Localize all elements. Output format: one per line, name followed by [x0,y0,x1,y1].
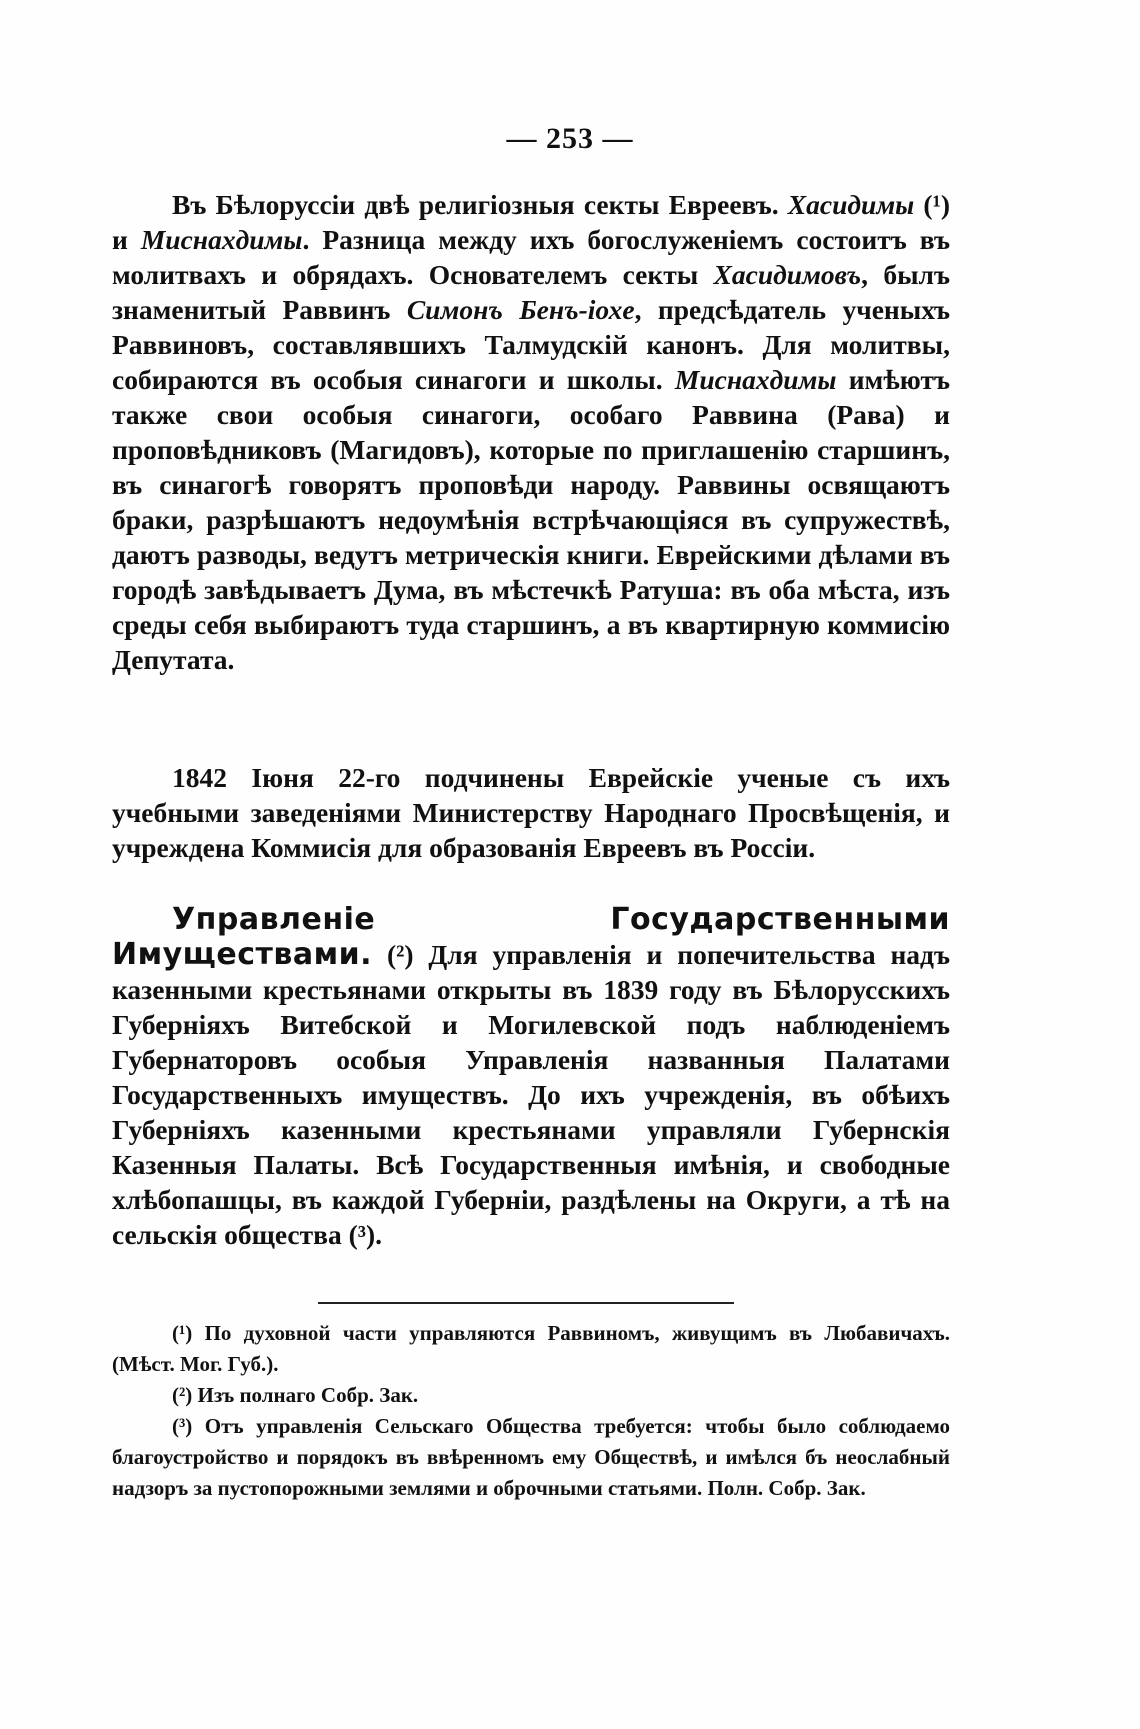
paragraph-text [112,760,950,865]
italic-term: Миснахдимы [674,364,837,395]
paragraph-hasidim [112,187,950,677]
text-run: имѣютъ также свои особыя синагоги, особаго Раввина (Рава) и проповѣдниковъ (Магидовъ), которые по приглашенію старшинъ, въ синагогѣ говорятъ проповѣди народу. Раввины освящаютъ браки, разрѣшаютъ недоумѣнія встрѣчающіяся въ супружествѣ, даютъ разводы, ведутъ метрическія книги. Еврейскими дѣлами въ городѣ завѣдываетъ Дума, въ мѣстечкѣ Ратуша: въ оба мѣста, изъ среды себя выбираютъ туда старшинъ, а въ квартирную коммисію Депутата. [112,364,950,675]
footnote-2 [112,1380,950,1411]
footnote-text: (³) Отъ управленія Сельскаго Общества требуется: чтобы было соблюдаемо благоустройство и порядокъ въ ввѣренномъ ему Обществѣ, и имѣлся бъ неослабный надзоръ за пустопорожными землями и оброчными статьями. Полн. Собр. Зак. [112,1414,950,1500]
text-run: , предсѣдатель ученыхъ Раввиновъ, составлявшихъ Талмудскій канонъ. Для молитвы, собираются въ особыя синагоги и школы. [112,294,950,395]
section-state-property [112,902,950,1252]
text-run: (²) Для управленія и попечительства надъ казенными крестьянами открыты въ 1839 году въ Бѣлорусскихъ Губерніяхъ Витебской и Могилевской подъ наблюденіемъ Губернаторовъ особыя Управленія названныя Палатами Государственныхъ имуществъ. До ихъ учрежденія, въ обѣихъ Губерніяхъ казенными крестьянами управляли Губернскія Казенныя Палаты. Всѣ Государственныя имѣнія, и свободные хлѣбопашцы, въ каждой Губерніи, раздѣлены на Округи, а тѣ на сельскія общества (³). [112,939,950,1250]
paragraph-text [112,187,950,677]
text-run: 1842 Іюня 22-го подчинены Еврейскіе ученые съ ихъ учебными заведеніями Министерству Народнаго Просвѣщенія, и учреждена Коммисія для образованія Евреевъ въ Россіи. [112,762,950,863]
footnote-text: (¹) По духовной части управляются Раввиномъ, живущимъ въ Любавичахъ. (Мѣст. Мог. Губ.). [112,1321,950,1376]
italic-term: Хасидимы [787,189,915,220]
page-number: — 253 — [506,122,634,155]
footnote-1 [112,1318,950,1380]
paragraph-text [112,902,950,1252]
footnote-3 [112,1411,950,1504]
footnote-text: (²) Изъ полнаго Собр. Зак. [172,1383,419,1407]
text-run: (¹) и [112,189,950,255]
text-run: , былъ знаменитый Раввинъ [112,259,950,325]
footnote-divider [318,1302,734,1304]
italic-term: Симонъ Бенъ-іохе [406,294,635,325]
italic-term: Хасидимовъ [713,259,862,290]
paragraph-1842 [112,760,950,865]
text-run: . Разница между ихъ богослуженіемъ состоитъ въ молитвахъ и обрядахъ. Основателемъ секты [112,224,950,290]
italic-term: Миснахдимы [140,224,303,255]
text-run: Въ Бѣлоруссіи двѣ религіозныя секты Евреевъ. [172,189,788,220]
footnotes [112,1318,950,1504]
section-heading: Управленіе Государственными Имуществами. [112,902,950,972]
